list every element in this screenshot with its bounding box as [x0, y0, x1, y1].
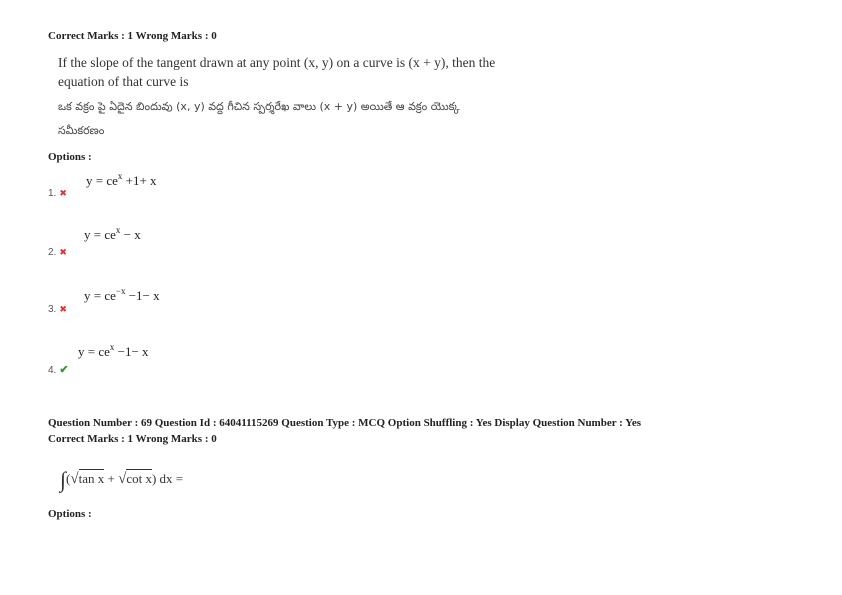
option-4-exponent: x	[109, 342, 115, 352]
option-3-lhs: y = ce	[84, 288, 116, 303]
radical-sign: √	[118, 471, 127, 487]
q1-option-2[interactable]	[48, 247, 67, 258]
q1-text-te-line1: ఒక వక్రం పై ఏదైన బిందువు (x, y) వద్ద గీచిన స్పర్శరేఖ వాలు (x + y) అయితే ఆ వక్రం యొక్క	[58, 100, 460, 113]
cot-term: cot x	[126, 471, 152, 486]
option-2-lhs: y = ce	[84, 227, 116, 242]
check-mark-icon: ✔	[59, 364, 69, 376]
option-2-exponent: x	[115, 225, 121, 235]
q1-option-4-equation	[78, 344, 149, 360]
open-paren: (	[66, 471, 71, 486]
option-4-number: 4.	[48, 365, 57, 376]
wrong-mark-icon: ✖	[59, 304, 67, 314]
option-3-number: 3.	[48, 304, 57, 315]
integral-tail: ) dx =	[151, 471, 184, 486]
option-1-rhs: +1+ x	[122, 173, 157, 188]
option-3-rhs: −1− x	[125, 288, 160, 303]
sqrt-tan	[70, 471, 104, 488]
q1-text-en-line1: If the slope of the tangent drawn at any point (x, y) on a curve is (x + y), then the	[58, 55, 496, 70]
q1-option-1[interactable]	[48, 188, 67, 199]
wrong-mark-icon: ✖	[59, 188, 67, 198]
integral-sign: ∫	[60, 467, 67, 492]
option-3-exponent: −x	[115, 286, 126, 296]
q2-header: Question Number : 69 Question Id : 64041115269 Question Type : MCQ Option Shuffling : Yes Display Question Number : Yes	[48, 417, 642, 429]
option-2-number: 2.	[48, 247, 57, 258]
option-1-number: 1.	[48, 188, 57, 199]
radical-sign: √	[70, 471, 79, 487]
option-4-lhs: y = ce	[78, 344, 110, 359]
q2-marks: Correct Marks : 1 Wrong Marks : 0	[48, 433, 217, 445]
q2-integral-expression	[60, 467, 183, 493]
q1-option-3[interactable]	[48, 304, 67, 315]
q1-options-label: Options :	[48, 151, 92, 163]
q1-option-2-equation	[84, 227, 141, 243]
q1-option-4[interactable]	[48, 363, 69, 376]
plus-sign: +	[104, 471, 119, 486]
option-4-rhs: −1− x	[114, 344, 149, 359]
option-2-rhs: − x	[120, 227, 141, 242]
option-1-lhs: y = ce	[86, 173, 118, 188]
q1-text-te-line2: సమీకరణం	[58, 124, 105, 137]
tan-term: tan x	[78, 471, 105, 486]
option-1-exponent: x	[117, 171, 123, 181]
q2-options-label: Options :	[48, 508, 92, 520]
wrong-mark-icon: ✖	[59, 247, 67, 257]
sqrt-cot	[118, 471, 152, 488]
q1-marks: Correct Marks : 1 Wrong Marks : 0	[48, 30, 217, 42]
q1-text-en-line2: equation of that curve is	[58, 74, 189, 89]
q1-option-1-equation	[86, 173, 157, 189]
q1-option-3-equation	[84, 288, 160, 304]
